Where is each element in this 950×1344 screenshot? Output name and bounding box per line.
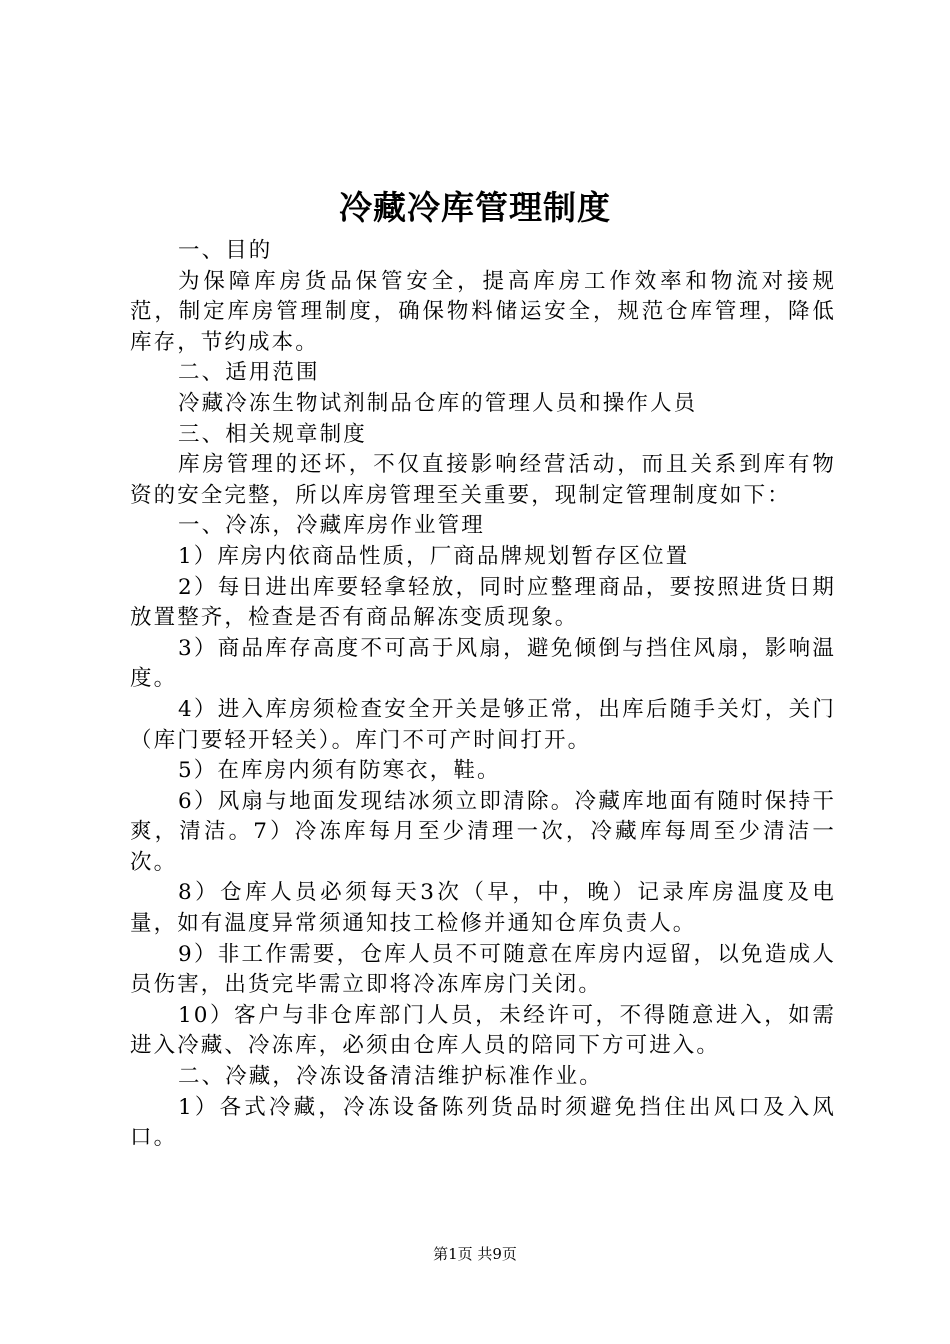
paragraph-scope: 冷藏冷冻生物试剂制品仓库的管理人员和操作人员: [178, 390, 698, 416]
page-footer: 第1页 共9页: [433, 1245, 517, 1263]
equipment-item-1: 1）各式冷藏，冷冻设备陈列货品时须避免挡住出风口及入风口。: [130, 1094, 836, 1151]
rule-item-10: 10）客户与非仓库部门人员，未经许可，不得随意进入，如需进入冷藏、冷冻库，必须由仓库人员的陪同下方可进入。: [130, 1002, 836, 1059]
heading-equipment-cleaning: 二、冷藏，冷冻设备清洁维护标准作业。: [178, 1064, 603, 1090]
rule-item-3: 3）商品库存高度不可高于风扇，避免倾倒与挡住风扇，影响温度。: [130, 635, 836, 692]
heading-scope: 二、适用范围: [178, 360, 320, 386]
document-title: 冷藏冷库管理制度: [339, 188, 611, 227]
rule-item-2: 2）每日进出库要轻拿轻放，同时应整理商品，要按照进货日期放置整齐，检查是否有商品解冻变质现象。: [130, 574, 836, 631]
rule-item-5: 5）在库房内须有防寒衣，鞋。: [178, 758, 501, 784]
rule-item-1: 1）库房内依商品性质，厂商品牌规划暂存区位置: [178, 543, 690, 569]
paragraph-regulations-intro: 库房管理的还坏，不仅直接影响经营活动，而且关系到库有物资的安全完整，所以库房管理至关重要，现制定管理制度如下：: [130, 452, 836, 508]
heading-storage-operations: 一、冷冻，冷藏库房作业管理: [178, 513, 485, 539]
rule-item-4: 4）进入库房须检查安全开关是够正常，出库后随手关灯，关门（库门要轻开轻关）。库门不可产时间打开。: [130, 696, 836, 753]
rule-item-9: 9）非工作需要，仓库人员不可随意在库房内逗留，以免造成人员伤害，出货完毕需立即将冷冻库房门关闭。: [130, 941, 836, 998]
heading-regulations: 三、相关规章制度: [178, 421, 367, 447]
rule-item-8: 8）仓库人员必须每天3次（早，中，晚）记录库房温度及电量，如有温度异常须通知技工检修并通知仓库负责人。: [130, 880, 836, 937]
document-body: [130, 236, 836, 1154]
rule-item-6-7: 6）风扇与地面发现结冰须立即清除。冷藏库地面有随时保持干爽，清洁。7）冷冻库每月至少清理一次，冷藏库每周至少清洁一次。: [130, 788, 836, 875]
heading-purpose: 一、目的: [178, 238, 273, 263]
paragraph-purpose: 为保障库房货品保管安全，提高库房工作效率和物流对接规范，制定库房管理制度，确保物料储运安全，规范仓库管理，降低库存，节约成本。: [130, 268, 836, 355]
